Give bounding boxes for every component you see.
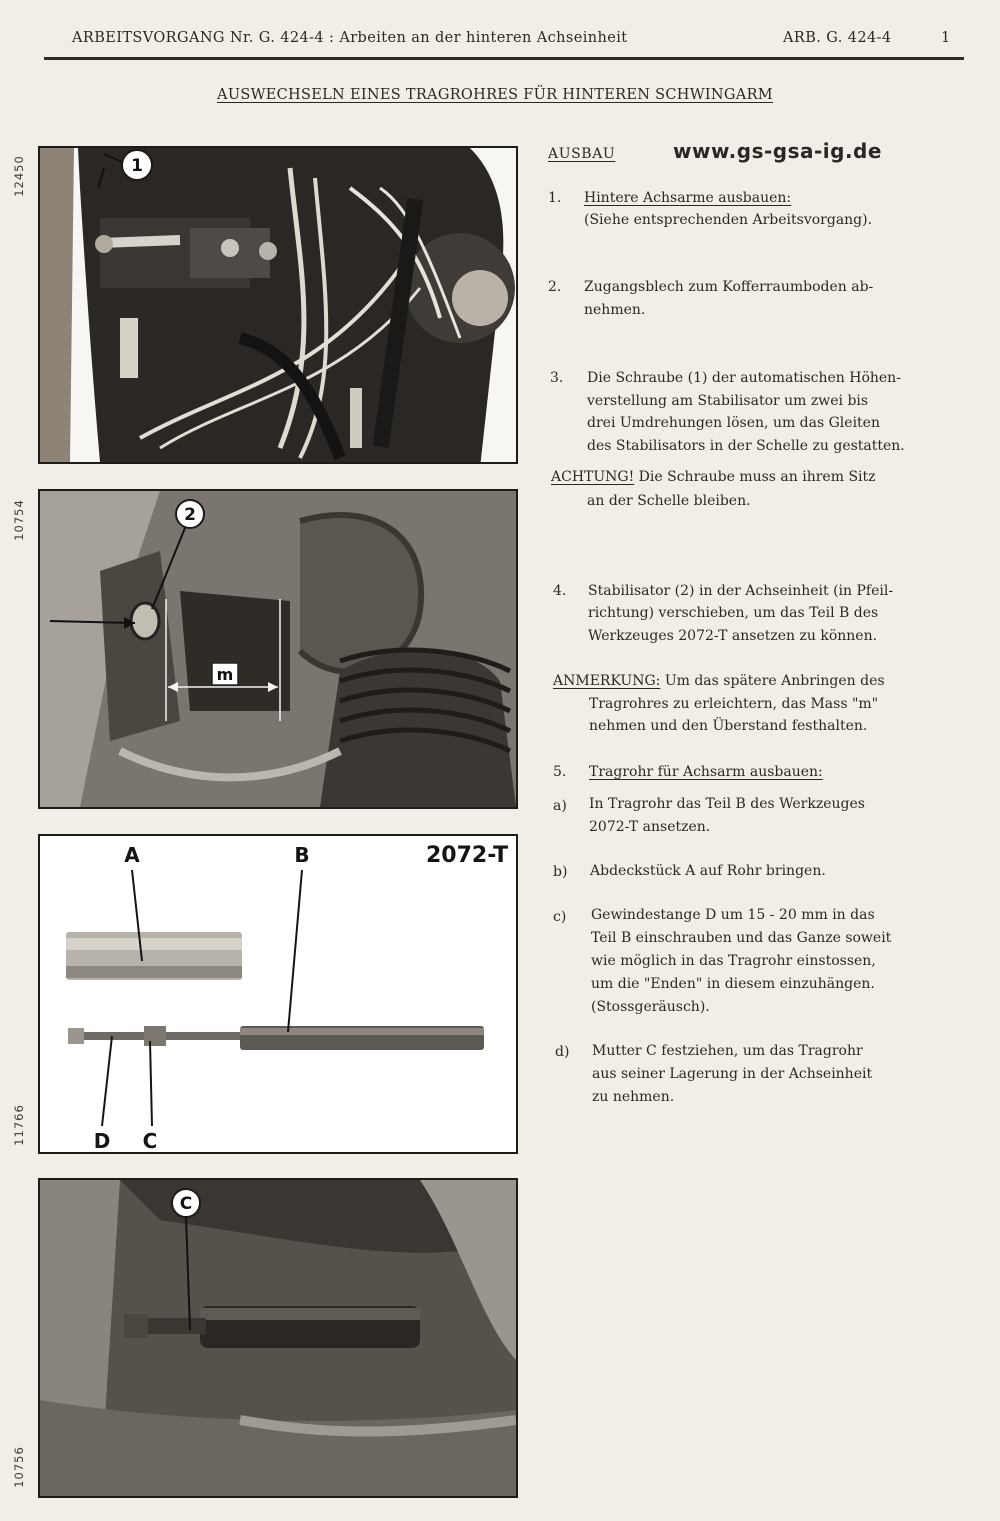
callout-B: B — [294, 843, 310, 867]
step-4-line-3: Werkzeuges 2072-T ansetzen zu können. — [588, 628, 878, 644]
step-3-line-3: drei Umdrehungen lösen, um das Gleiten — [587, 415, 880, 431]
anmerkung-line-2: Tragrohres zu erleichtern, das Mass "m" — [589, 696, 879, 712]
callout-A: A — [124, 843, 140, 867]
website-url: www.gs-gsa-ig.de — [673, 139, 882, 163]
callout-m: m — [216, 665, 234, 684]
page-number: 1 — [941, 30, 951, 46]
header-reference: ARB. G. 424-4 — [783, 30, 892, 46]
step-5-line-1: Tragrohr für Achsarm ausbauen: — [589, 764, 823, 780]
anmerkung-line-3: nehmen und den Überstand festhalten. — [589, 718, 868, 734]
page-title: AUSWECHSELN EINES TRAGROHRES FÜR HINTEREN SCHWINGARM — [217, 87, 773, 103]
callout-D: D — [93, 1129, 111, 1152]
callout-C-installed: C — [179, 1194, 193, 1214]
step-4-number: 4. — [553, 583, 567, 599]
step-a-line-2: 2072-T ansetzen. — [589, 819, 711, 835]
photo-stabilizer — [38, 489, 518, 809]
anmerkung-note — [553, 670, 885, 693]
photo-trunk-floor — [38, 146, 518, 464]
step-1-line-2: (Siehe entsprechenden Arbeitsvorgang). — [584, 212, 873, 228]
header-title: ARBEITSVORGANG Nr. G. 424-4 : Arbeiten an der hinteren Achseinheit — [72, 30, 628, 46]
step-5-number: 5. — [553, 764, 567, 780]
photo-1-reference: 12450 — [12, 155, 26, 197]
step-2-line-2: nehmen. — [584, 302, 646, 318]
step-c-line-3: wie möglich in das Tragrohr einstossen, — [591, 953, 876, 969]
step-3-line-2: verstellung am Stabilisator um zwei bis — [587, 393, 869, 409]
step-1-line-1: Hintere Achsarme ausbauen: — [584, 190, 792, 206]
photo-tool-2072-t — [38, 834, 518, 1154]
step-d-line-3: zu nehmen. — [592, 1089, 675, 1105]
photo-4-reference: 10756 — [12, 1446, 26, 1488]
step-1-number: 1. — [548, 190, 562, 206]
achtung-label: ACHTUNG! — [551, 469, 635, 485]
step-3-number: 3. — [550, 370, 564, 386]
step-c-line-2: Teil B einschrauben und das Ganze soweit — [591, 930, 892, 946]
achtung-note — [551, 466, 876, 489]
achtung-line-2: an der Schelle bleiben. — [587, 493, 751, 509]
step-4-line-2: richtung) verschieben, um das Teil B des — [588, 605, 879, 621]
step-c-line-1: Gewindestange D um 15 - 20 mm in das — [591, 907, 875, 923]
step-2-number: 2. — [548, 279, 562, 295]
header-rule — [44, 57, 964, 60]
step-d-line-2: aus seiner Lagerung in der Achseinheit — [592, 1066, 873, 1082]
photo-2-reference: 10754 — [12, 499, 26, 541]
section-heading: AUSBAU — [548, 146, 616, 162]
step-d-label: d) — [555, 1044, 570, 1060]
step-3-line-4: des Stabilisators in der Schelle zu gestatten. — [587, 438, 905, 454]
callout-1: 1 — [131, 156, 143, 176]
callout-C: C — [142, 1129, 158, 1152]
tool-label: 2072-T — [426, 843, 509, 868]
step-d-line-1: Mutter C festziehen, um das Tragrohr — [592, 1043, 863, 1059]
step-b-label: b) — [553, 864, 568, 880]
photo-3-reference: 11766 — [12, 1104, 26, 1146]
anmerkung-line-1: Um das spätere Anbringen des — [660, 673, 885, 689]
step-2-line-1: Zugangsblech zum Kofferraumboden ab- — [584, 279, 874, 295]
step-a-label: a) — [553, 798, 567, 814]
step-c-line-4: um die "Enden" in diesem einzuhängen. — [591, 976, 875, 992]
photo-tool-installed — [38, 1178, 518, 1498]
step-4-line-1: Stabilisator (2) in der Achseinheit (in Pfeil- — [588, 583, 894, 599]
callout-2: 2 — [184, 505, 196, 525]
step-3-line-1: Die Schraube (1) der automatischen Höhen- — [587, 370, 901, 386]
step-a-line-1: In Tragrohr das Teil B des Werkzeuges — [589, 796, 865, 812]
step-c-label: c) — [553, 909, 567, 925]
step-b-line-1: Abdeckstück A auf Rohr bringen. — [590, 863, 826, 879]
anmerkung-label: ANMERKUNG: — [553, 673, 661, 689]
step-c-line-5: (Stossgeräusch). — [591, 999, 710, 1015]
achtung-line-1: Die Schraube muss an ihrem Sitz — [634, 469, 876, 485]
